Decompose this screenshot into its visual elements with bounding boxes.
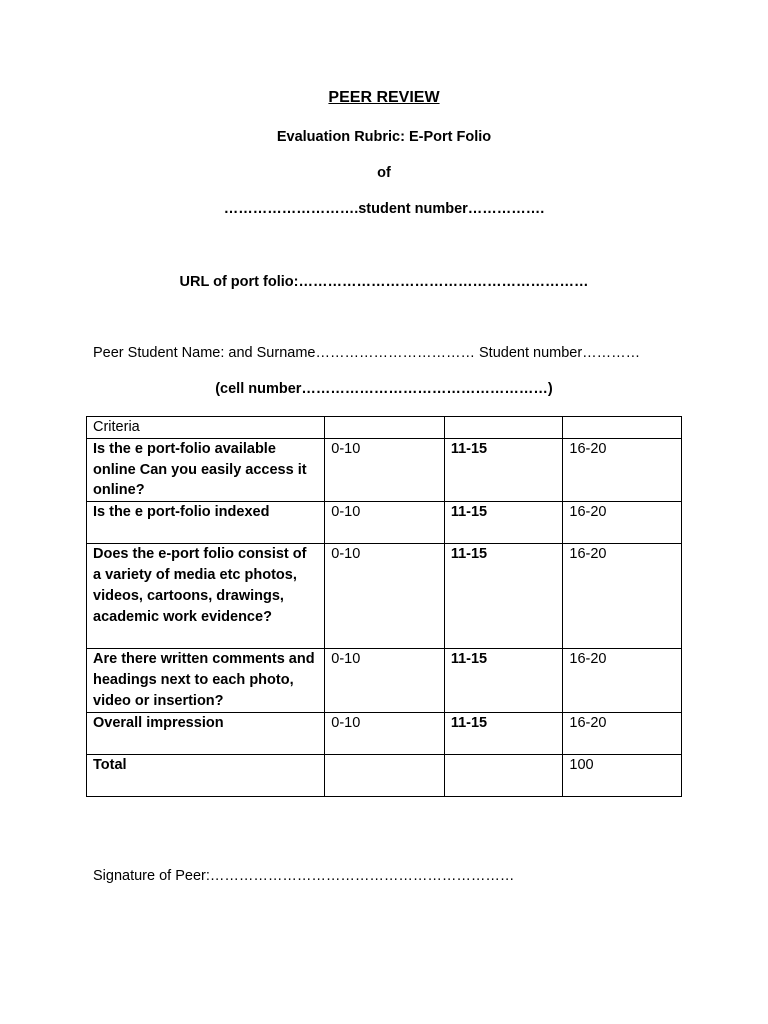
rubric-subtitle: Evaluation Rubric: E-Port Folio	[276, 129, 492, 145]
total-cell	[325, 754, 445, 796]
score-cell: 11-15	[444, 438, 563, 501]
header-cell	[444, 417, 563, 439]
page-title: PEER REVIEW	[328, 89, 440, 106]
student-number-line: ……………………….student number…………….	[223, 201, 545, 217]
table-row	[87, 502, 682, 544]
score-cell: 0-10	[325, 544, 445, 649]
total-value: 100	[563, 754, 682, 796]
signature-line: Signature of Peer:………………………………………………………	[93, 868, 515, 884]
header-cell	[563, 417, 682, 439]
table-row	[87, 544, 682, 649]
score-cell: 16-20	[563, 712, 682, 754]
criteria-cell: Overall impression	[87, 712, 325, 754]
score-cell: 11-15	[444, 502, 563, 544]
score-cell: 16-20	[563, 649, 682, 712]
total-label: Total	[87, 754, 325, 796]
table-row	[87, 712, 682, 754]
rubric-table	[86, 416, 682, 797]
score-cell: 0-10	[325, 649, 445, 712]
criteria-cell: Is the e port-folio indexed	[87, 502, 325, 544]
score-cell: 0-10	[325, 712, 445, 754]
url-line: URL of port folio:……………………………………………………	[179, 274, 589, 290]
cell-number-line: (cell number……………………………………………)	[215, 381, 553, 397]
score-cell: 16-20	[563, 544, 682, 649]
header-cell	[325, 417, 445, 439]
criteria-cell: Is the e port-folio available online Can you easily access it online?	[87, 438, 325, 501]
score-cell: 0-10	[325, 502, 445, 544]
peer-name-line: Peer Student Name: and Surname…………………………… Student number…………	[93, 345, 641, 361]
total-cell	[444, 754, 563, 796]
score-cell: 16-20	[563, 438, 682, 501]
score-cell: 11-15	[444, 712, 563, 754]
score-cell: 11-15	[444, 544, 563, 649]
table-row	[87, 438, 682, 501]
criteria-cell: Are there written comments and headings next to each photo, video or insertion?	[87, 649, 325, 712]
table-row	[87, 649, 682, 712]
score-cell: 11-15	[444, 649, 563, 712]
score-cell: 16-20	[563, 502, 682, 544]
header-cell-criteria: Criteria	[87, 417, 325, 439]
score-cell: 0-10	[325, 438, 445, 501]
total-row	[87, 754, 682, 796]
table-header-row	[87, 417, 682, 439]
criteria-cell: Does the e-port folio consist of a variety of media etc photos, videos, cartoons, drawings, academic work evidence?	[87, 544, 325, 649]
of-text: of	[377, 165, 391, 181]
